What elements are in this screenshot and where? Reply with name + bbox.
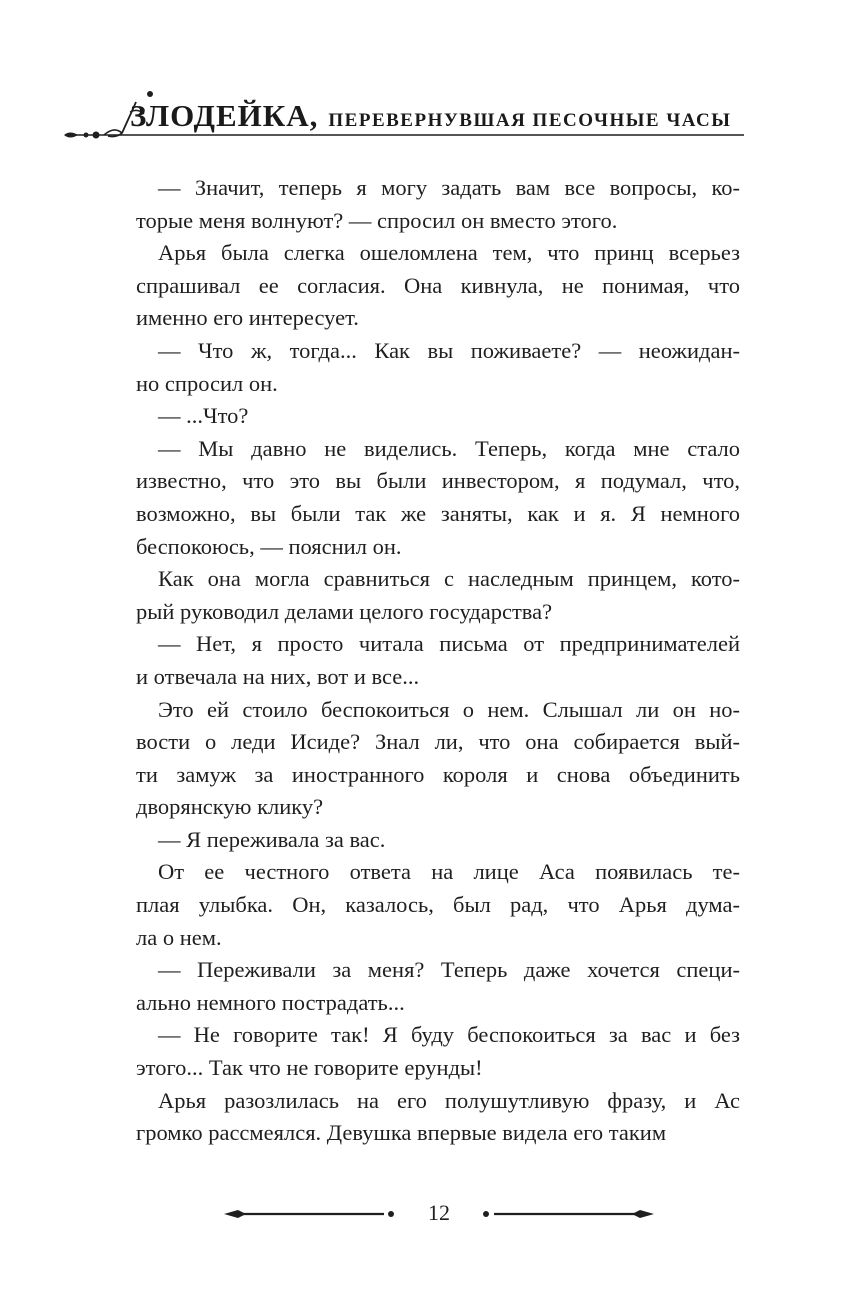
text-line: громко рассмеялся. Девушка впервые видела его таким <box>136 1120 667 1146</box>
text-line: — Я переживала за вас. <box>158 826 386 852</box>
text-line: беспокоюсь, — пояснил он. <box>136 533 402 559</box>
text-line: дворянскую клику? <box>136 794 324 820</box>
text-line: Как она могла сравниться с наследным принцем, кото- <box>158 566 740 592</box>
body-text <box>136 172 740 1150</box>
text-line: вости о леди Исиде? Знал ли, что она собирается вый- <box>136 729 740 755</box>
series-title: ЗЛОДЕЙКА, <box>130 98 319 133</box>
text-line: спрашивал ее согласия. Она кивнула, не понимая, что <box>136 272 740 298</box>
text-line: торые меня волнуют? — спросил он вместо этого. <box>136 207 618 233</box>
text-line: От ее честного ответа на лице Аса появилась те- <box>158 859 740 885</box>
header-title <box>130 98 731 134</box>
page-number: 12 <box>428 1200 450 1225</box>
text-line: — Что ж, тогда... Как вы поживаете? — неожидан- <box>158 337 740 363</box>
text-line: Арья разозлилась на его полушутливую фразу, и Ас <box>158 1087 740 1113</box>
page-footer <box>224 1196 654 1232</box>
text-line: известно, что это вы были инвестором, я подумал, что, <box>136 468 740 494</box>
text-line: — Мы давно не виделись. Теперь, когда мне стало <box>158 435 740 461</box>
text-line: Это ей стоило беспокоиться о нем. Слышал ли он но- <box>158 696 740 722</box>
text-line: возможно, вы были так же заняты, как и я. Я немного <box>136 500 740 526</box>
text-line: плая улыбка. Он, казалось, был рад, что Арья дума- <box>136 892 740 918</box>
text-line: — Значит, теперь я могу задать вам все вопросы, ко- <box>158 175 740 200</box>
footer-right-flourish-icon <box>483 1210 654 1218</box>
text-line: рый руководил делами целого государства? <box>136 598 553 624</box>
footer-left-flourish-icon <box>224 1210 394 1218</box>
text-line: ально немного пострадать... <box>136 989 405 1015</box>
book-subtitle: ПЕРЕВЕРНУВШАЯ ПЕСОЧНЫЕ ЧАСЫ <box>328 110 732 131</box>
text-line: именно его интересует. <box>136 305 359 331</box>
text-line: — Переживали за меня? Теперь даже хочется специ- <box>158 957 740 983</box>
text-line: ла о нем. <box>136 924 222 950</box>
text-line: — Нет, я просто читала письма от предпринимателей <box>158 631 740 657</box>
text-line: этого... Так что не говорите ерунды! <box>136 1055 483 1081</box>
text-line: Арья была слегка ошеломлена тем, что принц всерьез <box>158 240 740 266</box>
text-line: и отвечала на них, вот и все... <box>136 663 420 689</box>
text-line: но спросил он. <box>136 370 278 396</box>
text-line: — ...Что? <box>158 403 249 429</box>
text-line: — Не говорите так! Я буду беспокоиться за вас и без <box>158 1022 740 1048</box>
running-header <box>64 80 744 160</box>
text-line: ти замуж за иностранного короля и снова объединить <box>136 761 740 787</box>
